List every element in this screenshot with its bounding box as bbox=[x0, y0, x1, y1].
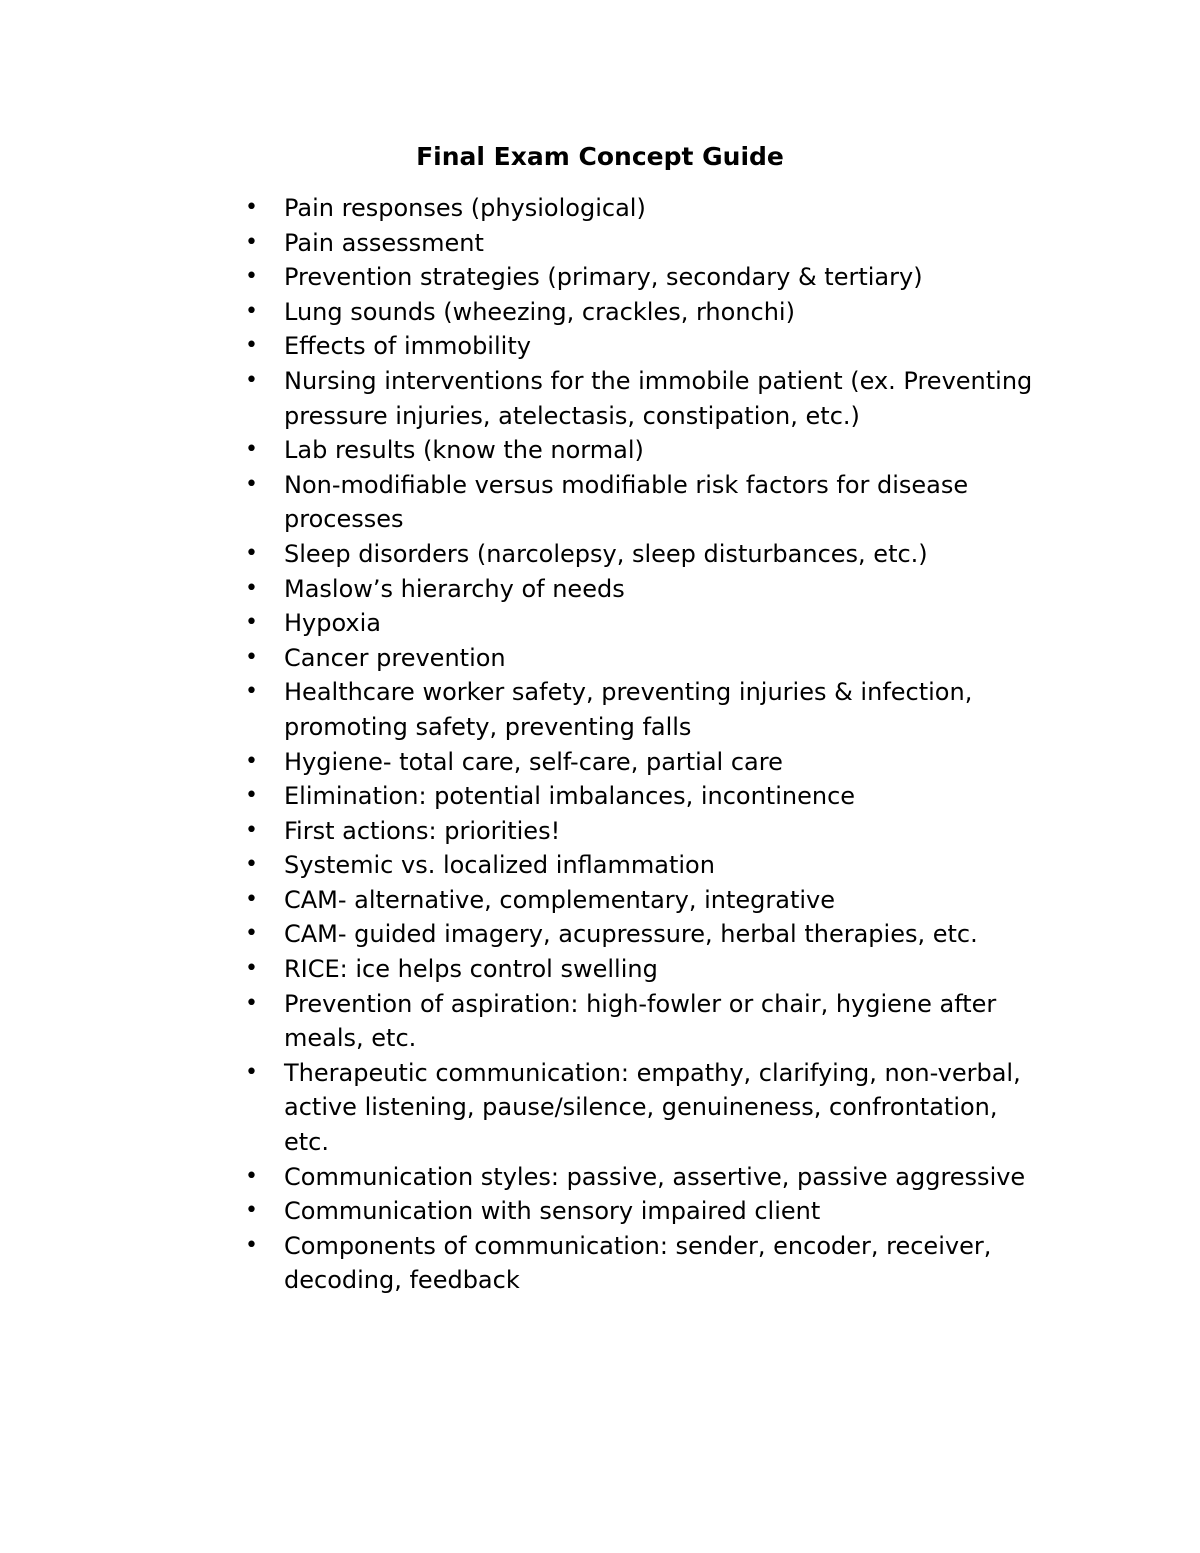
bullet-icon: • bbox=[245, 817, 258, 843]
list-item-text: Non-modifiable versus modifiable risk factors for disease processes bbox=[284, 470, 969, 534]
list-item bbox=[245, 191, 1044, 226]
bullet-icon: • bbox=[245, 1163, 258, 1189]
list-item-text: Pain assessment bbox=[284, 228, 484, 257]
bullet-icon: • bbox=[245, 195, 258, 220]
bullet-icon: • bbox=[245, 333, 258, 359]
bullet-icon: • bbox=[245, 1198, 258, 1224]
list-item-text: Cancer prevention bbox=[284, 643, 506, 672]
bullet-icon: • bbox=[245, 921, 258, 947]
list-item bbox=[245, 1194, 1044, 1229]
list-item-text: Elimination: potential imbalances, incontinence bbox=[284, 782, 856, 811]
list-item-text: Lung sounds (wheezing, crackles, rhonchi) bbox=[284, 297, 795, 326]
list-item bbox=[245, 1229, 1044, 1298]
list-item bbox=[245, 260, 1044, 295]
list-item-text: Components of communication: sender, encoder, receiver, decoding, feedback bbox=[284, 1231, 992, 1295]
list-item bbox=[245, 295, 1044, 330]
page-title: Final Exam Concept Guide bbox=[416, 142, 784, 171]
bullet-icon: • bbox=[245, 298, 258, 324]
bullet-icon: • bbox=[245, 229, 258, 255]
concept-list bbox=[245, 191, 1044, 1298]
list-item-text: Healthcare worker safety, preventing injuries & infection, promoting safety, preventing falls bbox=[284, 678, 973, 741]
bullet-icon: • bbox=[245, 852, 258, 878]
bullet-icon: • bbox=[245, 956, 258, 982]
list-item bbox=[245, 329, 1044, 364]
list-item-text: Therapeutic communication: empathy, clarifying, non-verbal, active listening, pause/silence, genuineness, confrontation, etc. bbox=[284, 1058, 1021, 1157]
list-item bbox=[245, 952, 1044, 987]
list-item-text: Prevention of aspiration: high-fowler or chair, hygiene after meals, etc. bbox=[284, 989, 997, 1053]
list-item bbox=[245, 226, 1044, 261]
list-item bbox=[245, 848, 1044, 883]
bullet-icon: • bbox=[245, 886, 258, 912]
list-item-text: Prevention strategies (primary, secondary & tertiary) bbox=[284, 263, 923, 292]
bullet-icon: • bbox=[245, 1232, 258, 1258]
list-item bbox=[245, 1056, 1044, 1160]
list-item-text: Sleep disorders (narcolepsy, sleep disturbances, etc.) bbox=[284, 539, 928, 568]
list-item bbox=[245, 814, 1044, 849]
bullet-icon: • bbox=[245, 437, 258, 463]
list-item bbox=[245, 468, 1044, 537]
list-item-text: CAM- guided imagery, acupressure, herbal therapies, etc. bbox=[284, 920, 978, 949]
list-item bbox=[245, 779, 1044, 814]
list-item-text: Systemic vs. localized inflammation bbox=[284, 851, 715, 880]
bullet-icon: • bbox=[245, 540, 258, 566]
list-item-text: First actions: priorities! bbox=[284, 816, 561, 845]
list-item bbox=[245, 641, 1044, 676]
list-item-text: Communication with sensory impaired client bbox=[284, 1197, 821, 1226]
list-item-text: Nursing interventions for the immobile patient (ex. Preventing pressure injuries, atelectasis, constipation, etc.) bbox=[284, 366, 1033, 430]
bullet-icon: • bbox=[245, 264, 258, 290]
list-item bbox=[245, 364, 1044, 433]
bullet-icon: • bbox=[245, 367, 258, 393]
bullet-icon: • bbox=[245, 990, 258, 1016]
bullet-icon: • bbox=[245, 575, 258, 601]
list-item-text: RICE: ice helps control swelling bbox=[284, 955, 658, 984]
bullet-icon: • bbox=[245, 748, 258, 774]
list-item-text: Communication styles: passive, assertive, passive aggressive bbox=[284, 1162, 1026, 1191]
list-item bbox=[245, 745, 1044, 780]
list-item-text: Hypoxia bbox=[284, 609, 382, 638]
list-item bbox=[245, 537, 1044, 572]
list-item bbox=[245, 675, 1044, 744]
bullet-icon: • bbox=[245, 644, 258, 670]
list-item-text: CAM- alternative, complementary, integrative bbox=[284, 885, 836, 914]
list-item-text: Lab results (know the normal) bbox=[284, 436, 644, 465]
bullet-icon: • bbox=[245, 1059, 258, 1085]
list-item-text: Maslow’s hierarchy of needs bbox=[284, 574, 625, 603]
bullet-icon: • bbox=[245, 471, 258, 497]
list-item bbox=[245, 917, 1044, 952]
list-item-text: Hygiene- total care, self-care, partial care bbox=[284, 747, 783, 776]
list-item bbox=[245, 883, 1044, 918]
bullet-icon: • bbox=[245, 783, 258, 809]
list-item-text: Pain responses (physiological) bbox=[284, 194, 646, 222]
list-item bbox=[245, 1160, 1044, 1195]
bullet-icon: • bbox=[245, 679, 258, 705]
list-item-text: Effects of immobility bbox=[284, 332, 531, 361]
list-item bbox=[245, 606, 1044, 641]
list-item bbox=[245, 987, 1044, 1056]
bullet-icon: • bbox=[245, 610, 258, 636]
list-item bbox=[245, 433, 1044, 468]
list-item bbox=[245, 572, 1044, 607]
